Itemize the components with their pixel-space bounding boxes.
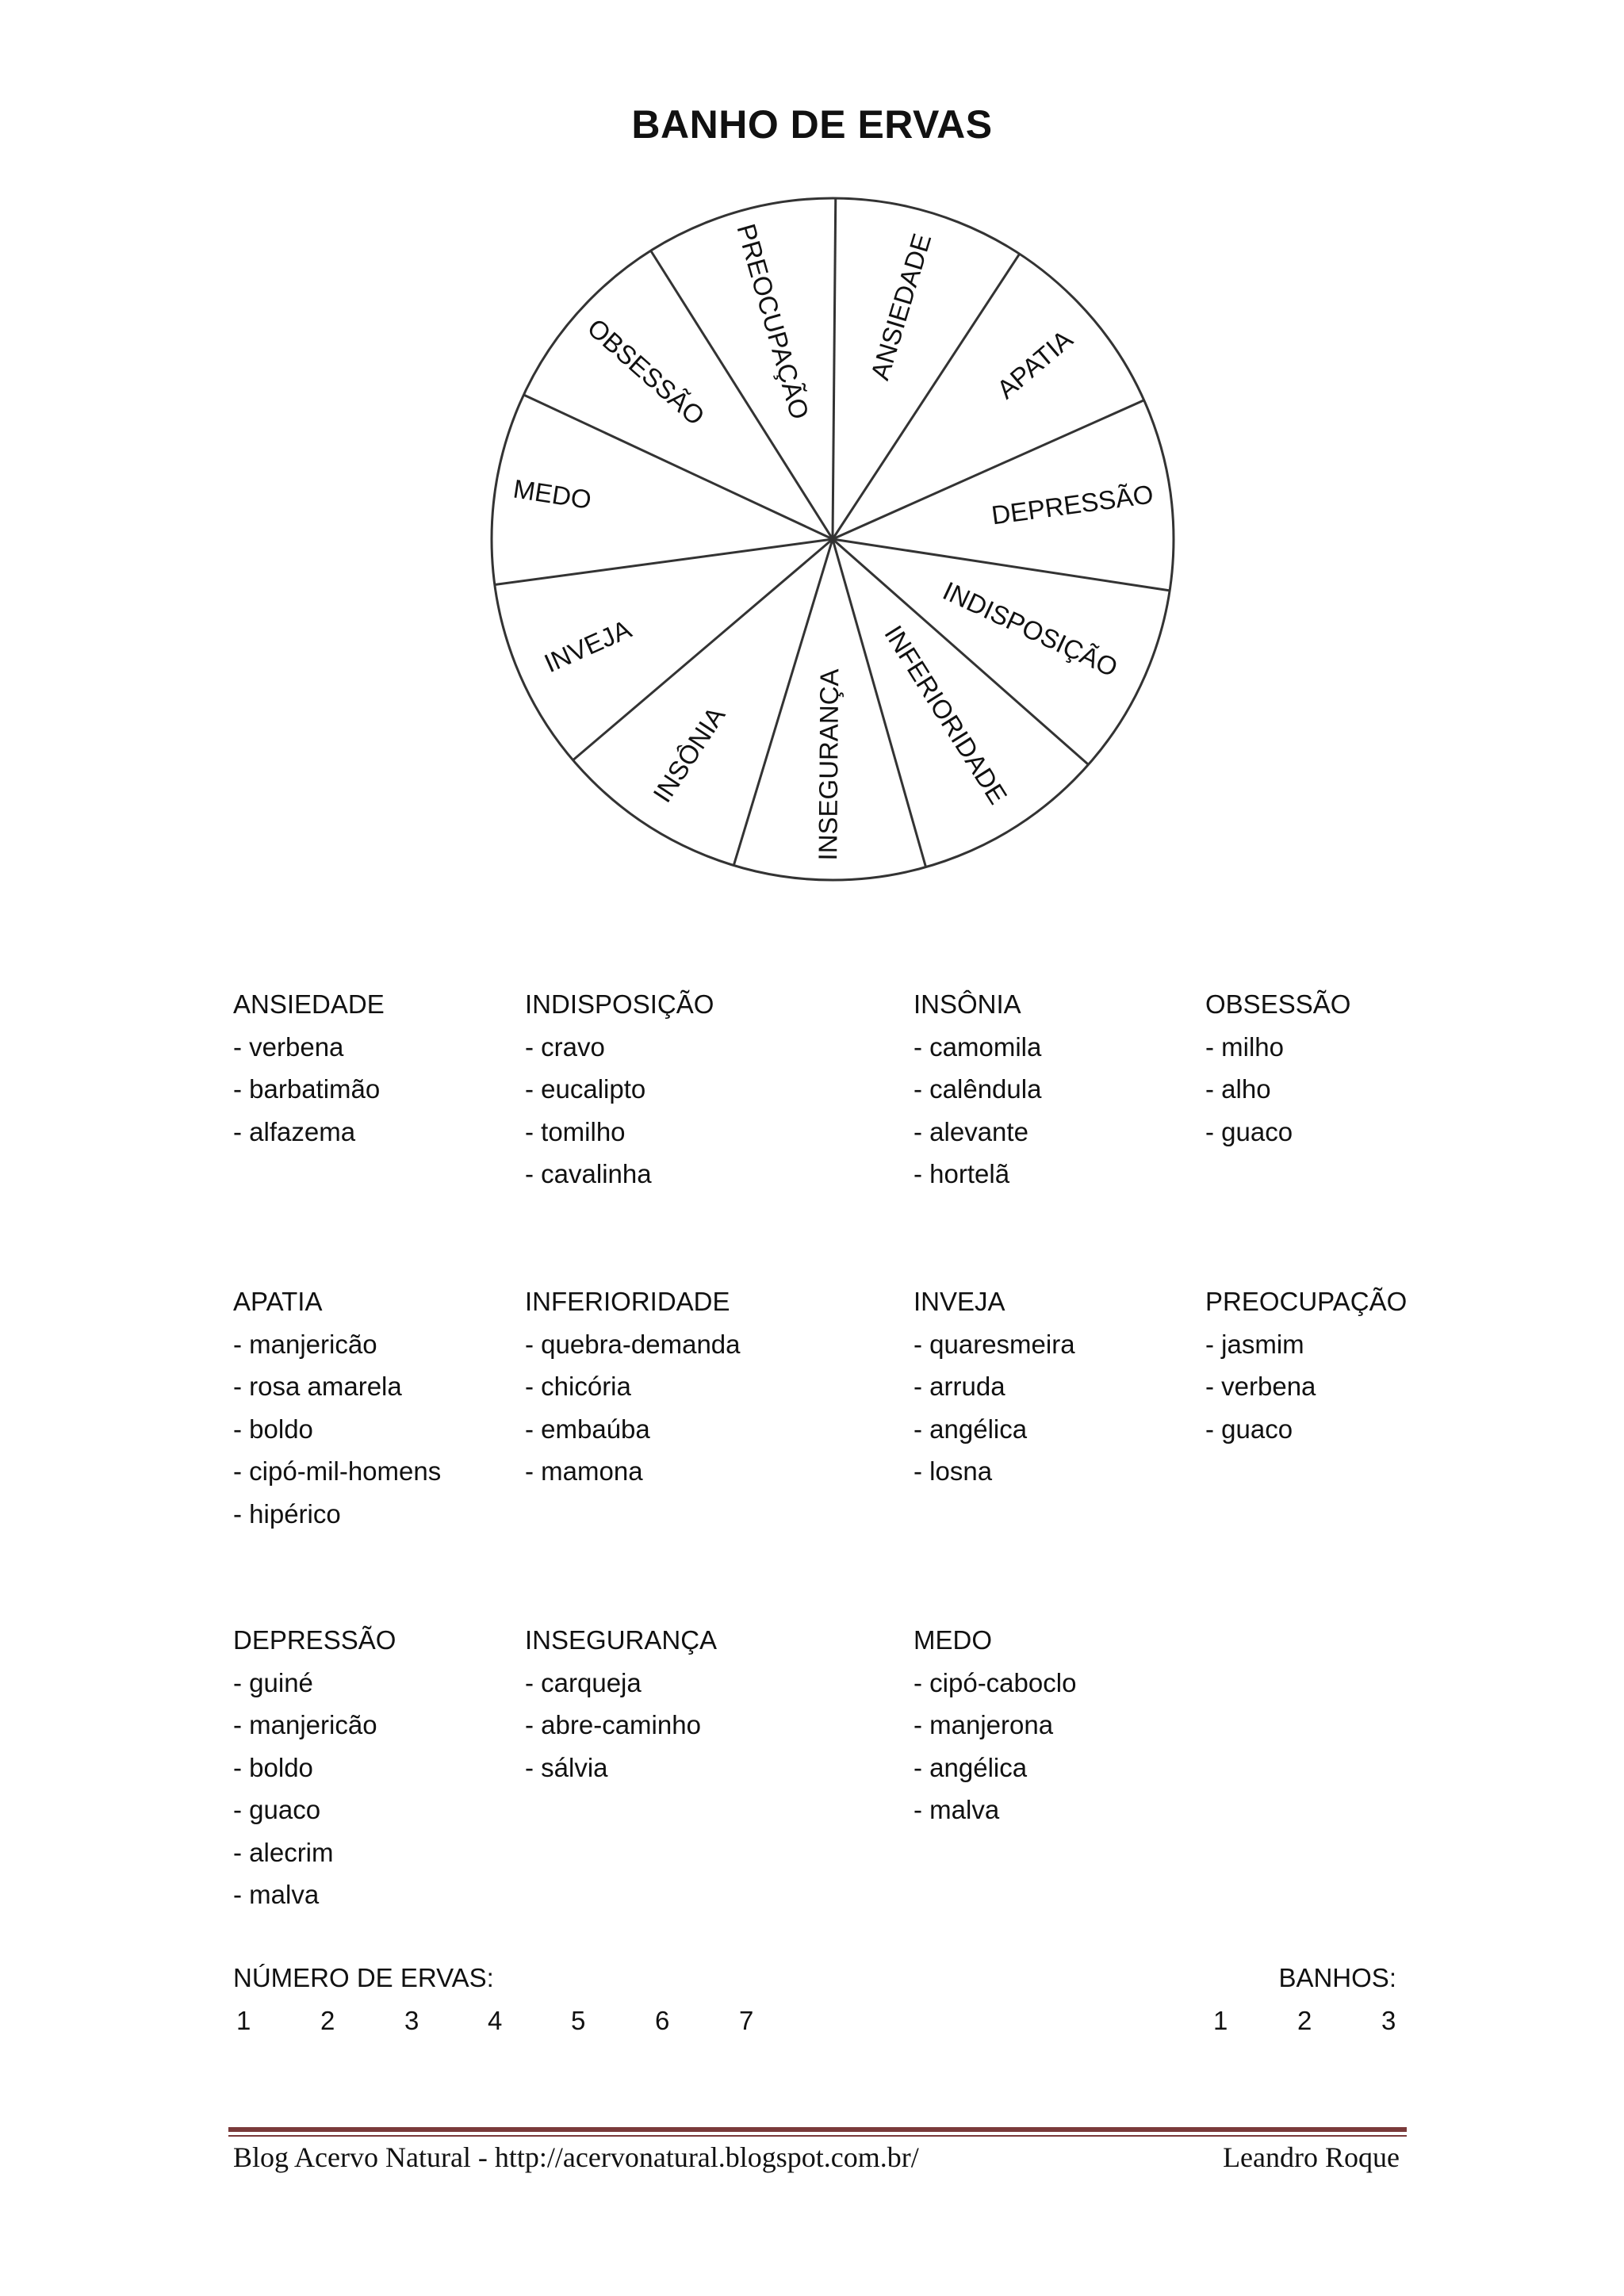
bath-option: 2 xyxy=(1297,2006,1312,2035)
group-obsessao xyxy=(1205,983,1350,1153)
wheel-sector-label: MEDO xyxy=(511,473,594,515)
herb-item: - eucalipto xyxy=(525,1074,646,1104)
herb-item: - verbena xyxy=(1205,1372,1316,1401)
group-insonia xyxy=(914,983,1041,1196)
herb-item: - embaúba xyxy=(525,1414,650,1444)
wheel-sector-label: INFERIORIDADE xyxy=(879,620,1013,809)
herb-item: - alevante xyxy=(914,1116,1028,1146)
herb-item: - alecrim xyxy=(233,1837,334,1867)
herb-item: - jasmim xyxy=(1205,1329,1304,1359)
herb-item: - boldo xyxy=(233,1414,313,1444)
herb-item: - guaco xyxy=(233,1795,321,1824)
group-apatia xyxy=(233,1280,441,1535)
group-heading: INSÔNIA xyxy=(914,989,1021,1019)
herb-item: - calêndula xyxy=(914,1074,1042,1104)
group-heading: ANSIEDADE xyxy=(233,989,385,1019)
group-ansiedade xyxy=(233,983,385,1153)
group-heading: INDISPOSIÇÃO xyxy=(525,989,714,1019)
group-inveja xyxy=(914,1280,1075,1493)
herb-item: - angélica xyxy=(914,1414,1028,1444)
herb-item: - quaresmeira xyxy=(914,1329,1075,1359)
herb-item: - cravo xyxy=(525,1031,605,1062)
herb-item: - camomila xyxy=(914,1031,1042,1062)
wheel-sector-label: ANSIEDADE xyxy=(864,230,937,384)
footer-author: Leandro Roque xyxy=(1223,2141,1400,2173)
herb-count-option: 6 xyxy=(655,2006,670,2035)
herb-item: - boldo xyxy=(233,1752,313,1782)
group-medo xyxy=(914,1619,1076,1831)
bath-option: 1 xyxy=(1213,2006,1228,2035)
group-depressao xyxy=(233,1619,396,1916)
herb-item: - mamona xyxy=(525,1456,643,1486)
page-title: BANHO DE ERVAS xyxy=(631,102,993,147)
footer-source[interactable]: Blog Acervo Natural - http://acervonatural.blogspot.com.br/ xyxy=(233,2141,919,2173)
group-heading: APATIA xyxy=(233,1287,323,1316)
herb-item: - barbatimão xyxy=(233,1074,381,1104)
wheel-sector-label: INDISPOSIÇÃO xyxy=(938,576,1123,683)
herb-count-option: 1 xyxy=(236,2006,251,2035)
group-inferioridade xyxy=(525,1280,741,1493)
group-heading: MEDO xyxy=(914,1625,992,1655)
group-preocupacao xyxy=(1205,1280,1407,1450)
herb-item: - abre-caminho xyxy=(525,1710,701,1739)
wheel-sector-label: INSEGURANÇA xyxy=(813,668,845,861)
wheel-sector-label: APATIA xyxy=(990,323,1078,404)
wheel-divider xyxy=(833,539,926,867)
footer-rule xyxy=(228,2127,1407,2132)
wheel-divider xyxy=(495,539,833,584)
herb-item: - cavalinha xyxy=(525,1159,652,1188)
herb-item: - verbena xyxy=(233,1031,344,1062)
herb-count-option: 7 xyxy=(739,2006,754,2035)
herb-item: - guaco xyxy=(1205,1116,1293,1146)
herb-item: - sálvia xyxy=(525,1752,608,1782)
wheel-sector-label: DEPRESSÃO xyxy=(990,479,1155,530)
group-heading: PREOCUPAÇÃO xyxy=(1205,1287,1408,1316)
herb-item: - cipó-caboclo xyxy=(914,1667,1077,1697)
baths-label: BANHOS: xyxy=(1278,1963,1396,1992)
herb-item: - hipérico xyxy=(233,1498,341,1529)
wheel-sector-label: OBSESSÃO xyxy=(581,312,710,431)
wheel-sector-label: INVEJA xyxy=(539,614,636,679)
group-indisposicao xyxy=(525,983,714,1196)
wheel-sector-label: PREOCUPAÇÃO xyxy=(731,220,815,423)
herb-item: - carqueja xyxy=(525,1667,642,1697)
herb-item: - rosa amarela xyxy=(233,1372,402,1401)
group-heading: INSEGURANÇA xyxy=(525,1625,718,1655)
herb-count-option: 4 xyxy=(488,2006,503,2035)
herb-item: - manjericão xyxy=(233,1329,377,1359)
herb-item: - malva xyxy=(914,1795,1000,1824)
footer-rule-thin xyxy=(228,2135,1407,2137)
herb-item: - quebra-demanda xyxy=(525,1329,741,1359)
herb-item: - tomilho xyxy=(525,1116,626,1146)
herb-item: - milho xyxy=(1205,1031,1285,1062)
herb-item: - arruda xyxy=(914,1372,1005,1401)
herb-item: - guiné xyxy=(233,1667,313,1697)
herb-count-option: 3 xyxy=(404,2006,419,2035)
herb-item: - cipó-mil-homens xyxy=(233,1456,442,1486)
wheel-sector-label: INSÔNIA xyxy=(647,701,731,808)
herb-item: - chicória xyxy=(525,1372,631,1401)
herb-wheel xyxy=(476,182,1189,896)
herb-item: - malva xyxy=(233,1880,320,1909)
herb-item: - manjericão xyxy=(233,1710,377,1739)
herb-item: - alfazema xyxy=(233,1116,356,1146)
herb-item: - losna xyxy=(914,1456,993,1486)
herb-count-option: 5 xyxy=(571,2006,586,2035)
herb-item: - manjerona xyxy=(914,1710,1054,1739)
bath-option: 3 xyxy=(1381,2006,1396,2035)
herb-item: - guaco xyxy=(1205,1414,1293,1444)
herb-count-option: 2 xyxy=(320,2006,335,2035)
group-heading: INFERIORIDADE xyxy=(525,1287,730,1316)
group-heading: DEPRESSÃO xyxy=(233,1625,396,1655)
herb-item: - hortelã xyxy=(914,1159,1010,1188)
group-inseguranca xyxy=(525,1619,717,1789)
group-heading: INVEJA xyxy=(914,1287,1005,1316)
group-heading: OBSESSÃO xyxy=(1205,989,1351,1019)
herb-count-label: NÚMERO DE ERVAS: xyxy=(233,1963,494,1992)
herb-item: - alho xyxy=(1205,1074,1271,1104)
herb-item: - angélica xyxy=(914,1752,1028,1782)
wheel-divider xyxy=(833,198,836,539)
